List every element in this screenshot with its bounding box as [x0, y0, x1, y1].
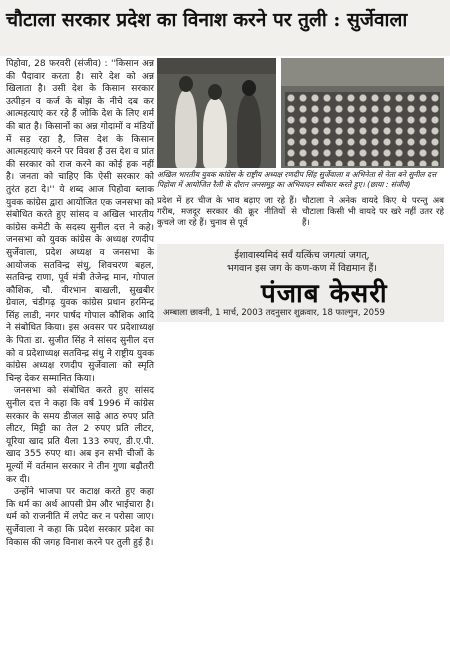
- masthead-shloka-line1: ईशावास्यमिदं सर्वं यत्किंच जगत्यां जगत्,: [234, 250, 370, 261]
- article-paragraph: उन्होंने भाजपा पर कटाक्ष करते हुए कहा कि धर्म का अर्थ आपसी प्रेम और भाईचारा है। धर्म को राजनीति में लपेट कर न परोसा जाए। सुर्जेवाला ने कहा कि प्रदेश सरकार प्रदेश का विकास की जगह विनाश करने पर तुली हुई है।: [6, 487, 154, 548]
- article-continuation-left: प्रदेश में हर चीज के भाव बढ़ाए जा रहे हैं। गरीब, मजदूर सरकार की क्रूर नीतियों से कुचले जा रहे हैं। चुनाव से पूर्व: [157, 196, 297, 229]
- article-continuation-right: चौटाला ने अनेक वायदे किए थे परन्तु अब चौटाला किसी भी वायदे पर खरे नहीं उतर रहे हैं।: [302, 196, 444, 229]
- article-paragraph: जनसभा को संबोधित करते हुए सांसद सुनील दत्त ने कहा कि वर्ष 1996 में कांग्रेस सरकार के समय डीजल साढ़े आठ रुपए प्रति लीटर, मिट्टी का तेल 2 रुपए प्रति लीटर, यूरिया खाद प्रति थैला 133 रुपए, डी.ए.पी. खाद 355 रुपए था। अब इन सभी चीजों के मूल्यों में वर्तमान सरकार ने तीन गुणा बढ़ौतरी कर दी।: [6, 386, 154, 485]
- headline: चौटाला सरकार प्रदेश का विनाश करने पर तुली : सुर्जेवाला: [6, 9, 408, 31]
- newspaper-masthead: [157, 244, 444, 322]
- photo-block: [157, 58, 444, 194]
- headline-strip: [0, 0, 450, 56]
- article-paragraph: पिहोवा, 28 फरवरी (संजीव) : ''किसान अन्न की पैदावार करता है। सारे देश को अन्न खिलाता है। उसी देश के किसान सरकार उत्पीड़न व कर्ज के बोझ के नीचे दब कर आत्महत्याएं कर रहे हैं जोकि देश के लिए शर्म की बात है। किसानों का अन्न गोदामों व मंडियों में सड़ रहा है, जिस देश के किसान आत्महत्याएं करने पर विवश हैं उस देश व प्रांत की सरकार को राज करने का कोई हक नहीं है। जनता को चाहिए कि ऐसी सरकार को तुरंत हटा दे।'' ये शब्द आज पिहोवा ब्लाक युवक कांग्रेस द्वारा आयोजित एक जनसभा को संबोधित करते हुए सांसद व अखिल भारतीय कांग्रेस कमेटी के सदस्य सुनील दत्त ने कहे। जनसभा को युवक कांग्रेस के अध्यक्ष रणदीप सुर्जेवाला, प्रदेश अध्यक्ष व जनसभा के आयोजक सतविन्द्र संधु, शिवचरण बहल, सतविन्द्र राणा, पूर्व मंत्री तेजेन्द्र मान, गोपाल कौशिक, चौ. वीरभान बाखली, सुखबीर ग्रेवाल, चंडीगढ़ युवक कांग्रेस प्रधान हरमिन्द्र सिंह लाडी, नगर पार्षद गोपाल कौशिक आदि ने संबोधित किया। इस अवसर पर प्रदेशाध्यक्ष के पिता डा. सुजीत सिंह ने सांसद सुनील दत्त को व प्रदेशाध्यक्ष सतविन्द्र संधु ने राष्ट्रीय युवक कांग्रेस अध्यक्ष रणदीप सुर्जेवाला को स्मृति चिन्ह देकर सम्मानित किया।: [6, 59, 154, 384]
- newspaper-logo: पंजाब केसरी: [261, 279, 388, 309]
- crowd-photo: [281, 58, 444, 168]
- masthead-shloka-line2: भगवान इस जग के कण-कण में विद्यमान हैं।: [227, 263, 377, 274]
- stage-photo: [157, 58, 276, 168]
- masthead-dateline: अम्बाला छावनी, 1 मार्च, 2003 तदनुसार शुक्रवार, 18 फाल्गुन, 2059: [163, 308, 385, 318]
- article-left-column: [4, 58, 156, 654]
- photo-caption: अखिल भारतीय युवक कांग्रेस के राष्ट्रीय अध्यक्ष रणदीप सिंह सुर्जेवाला व अभिनेता से नेता बने सुनील दत्त पिहोवा में आयोजित रैली के दौरान जनसमूह का अभिवादन स्वीकार करते हुए। (छाया : संजीव): [157, 170, 437, 189]
